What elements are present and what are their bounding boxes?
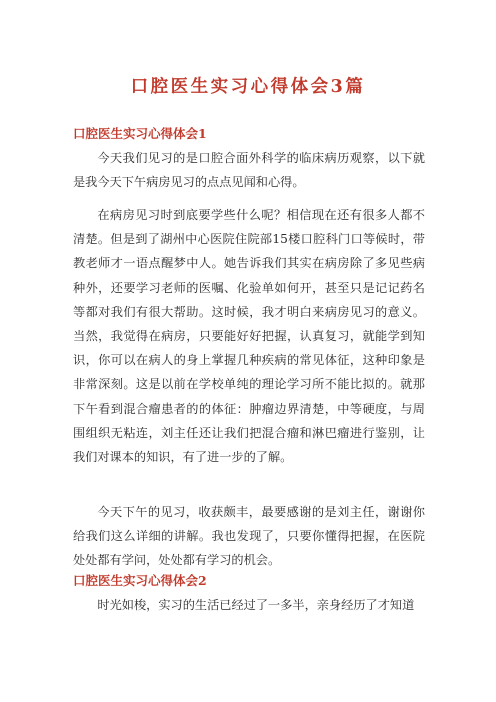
paragraph-1-2: 在病房见习时到底要学些什么呢？相信现在还有很多人都不清楚。但是到了湖州中心医院住院部15楼口腔科门口等候时，带教老师才一语点醒梦中人。她告诉我们其实在病房除了多见些病种外，还要学习老师的医嘱、化验单如何开，甚至只是记记药名等都对我们有很大帮助。这时候，我才明白来病房见习的意义。当然，我觉得在病房，只要能好好把握，认真复习，就能学到知识，你可以在病人的身上掌握几种疾病的常见体征，这种印象是非常深刻。这是以前在学校单纯的理论学习所不能比拟的。就那下午看到混合瘤患者的的体征：肿瘤边界清楚，中等硬度，与周围组织无粘连，刘主任还让我们把混合瘤和淋巴瘤进行鉴别，让我们对课本的知识，有了进一步的了解。: [73, 208, 425, 465]
paragraph-1-3: 今天下午的见习，收获颇丰，最要感谢的是刘主任，谢谢你给我们这么详细的讲解。我也发现了，只要你懂得把握，在医院处处都有学问，处处都有学习的机会。: [73, 505, 425, 568]
section-heading-2: 口腔医生实习心得体会2: [73, 573, 207, 588]
paragraph-2-1: 时光如梭，实习的生活已经过了一多半，亲身经历了才知道: [97, 598, 415, 612]
section-heading-1: 口腔医生实习心得体会1: [73, 126, 207, 141]
document-title: 口腔医生实习心得体会3篇: [130, 77, 366, 97]
paragraph-1-1: 今天我们见习的是口腔合面外科学的临床病历观察，以下就是我今天下午病房见习的点点见闻和心得。: [73, 151, 425, 190]
